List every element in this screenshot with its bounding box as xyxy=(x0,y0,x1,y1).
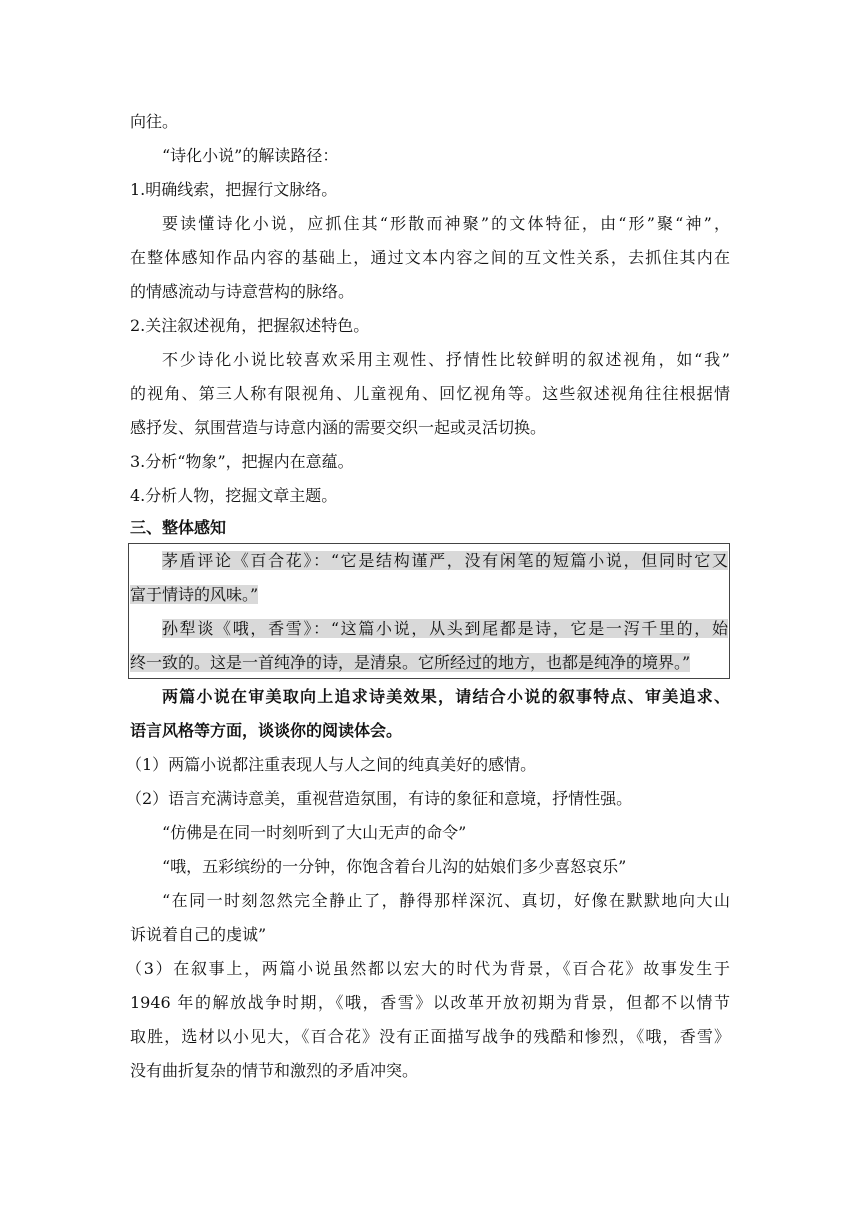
answer-line: 取胜，选材以小见大，《百合花》没有正面描写战争的残酷和惨烈，《哦，香雪》 xyxy=(130,1027,730,1046)
quoted-sentence: “哦，五彩缤纷的一分钟，你饱含着台儿沟的姑娘们多少喜怒哀乐” xyxy=(162,857,627,876)
text-line: 的情感流动与诗意营构的脉络。 xyxy=(130,282,355,301)
text-line: 在整体感知作品内容的基础上，通过文本内容之间的互文性关系，去抓住其内在 xyxy=(130,248,730,267)
text-line: “诗化小说”的解读路径： xyxy=(162,146,339,165)
answer-line: （2）语言充满诗意美，重视营造氛围，有诗的象征和意境，抒情性强。 xyxy=(126,789,633,808)
answer-line: （3）在叙事上，两篇小说虽然都以宏大的时代为背景，《百合花》故事发生于 xyxy=(126,959,730,978)
section-heading: 3.分析“物象”，把握内在意蕴。 xyxy=(130,452,354,471)
section-heading: 4.分析人物，挖掘文章主题。 xyxy=(130,486,338,505)
answer-line: （1）两篇小说都注重表现人与人之间的纯真美好的感情。 xyxy=(126,755,537,774)
quote-line xyxy=(162,619,728,641)
quote-line xyxy=(130,653,732,675)
text-line: 的视角、第三人称有限视角、儿童视角、回忆视角等。这些叙述视角往往根据情 xyxy=(130,384,730,403)
quote-line xyxy=(162,551,728,573)
section-heading: 2.关注叙述视角，把握叙述特色。 xyxy=(130,316,370,335)
chapter-heading: 三、整体感知 xyxy=(130,518,227,537)
section-heading: 1.明确线索，把握行文脉络。 xyxy=(130,180,338,199)
text-line: 感抒发、氛围营造与诗意内涵的需要交织一起或灵活切换。 xyxy=(130,418,547,437)
quoted-sentence: “仿佛是在同一时刻听到了大山无声的命令” xyxy=(162,823,467,842)
text-line: 向往。 xyxy=(130,112,179,131)
highlighted-text: 孙犁谈《哦，香雪》：“这篇小说，从头到尾都是诗，它是一泻千里的，始 xyxy=(162,619,728,638)
answer-line: 1946 年的解放战争时期，《哦，香雪》以改革开放初期为背景，但都不以情节 xyxy=(130,993,730,1012)
highlighted-text: 终一致的。这是一首纯净的诗，是清泉。它所经过的地方，也都是纯净的境界。” xyxy=(130,653,691,672)
question-line: 语言风格等方面，谈谈你的阅读体会。 xyxy=(130,721,403,740)
quote-line xyxy=(130,585,730,607)
text-line: 不少诗化小说比较喜欢采用主观性、抒情性比较鲜明的叙述视角，如“我” xyxy=(162,350,730,369)
highlighted-text: 富于情诗的风味。” xyxy=(130,585,259,604)
text-line: 要读懂诗化小说，应抓住其“形散而神聚”的文体特征，由“形”聚“神”， xyxy=(162,214,730,233)
answer-line: 没有曲折复杂的情节和激烈的矛盾冲突。 xyxy=(130,1061,419,1080)
quoted-sentence: “在同一时刻忽然完全静止了，静得那样深沉、真切，好像在默默地向大山 xyxy=(162,891,730,910)
question-line: 两篇小说在审美取向上追求诗美效果，请结合小说的叙事特点、审美追求、 xyxy=(162,687,730,706)
highlighted-text: 茅盾评论《百合花》：“它是结构谨严，没有闲笔的短篇小说，但同时它又 xyxy=(162,551,728,570)
quoted-sentence: 诉说着自己的虔诚” xyxy=(130,925,267,944)
